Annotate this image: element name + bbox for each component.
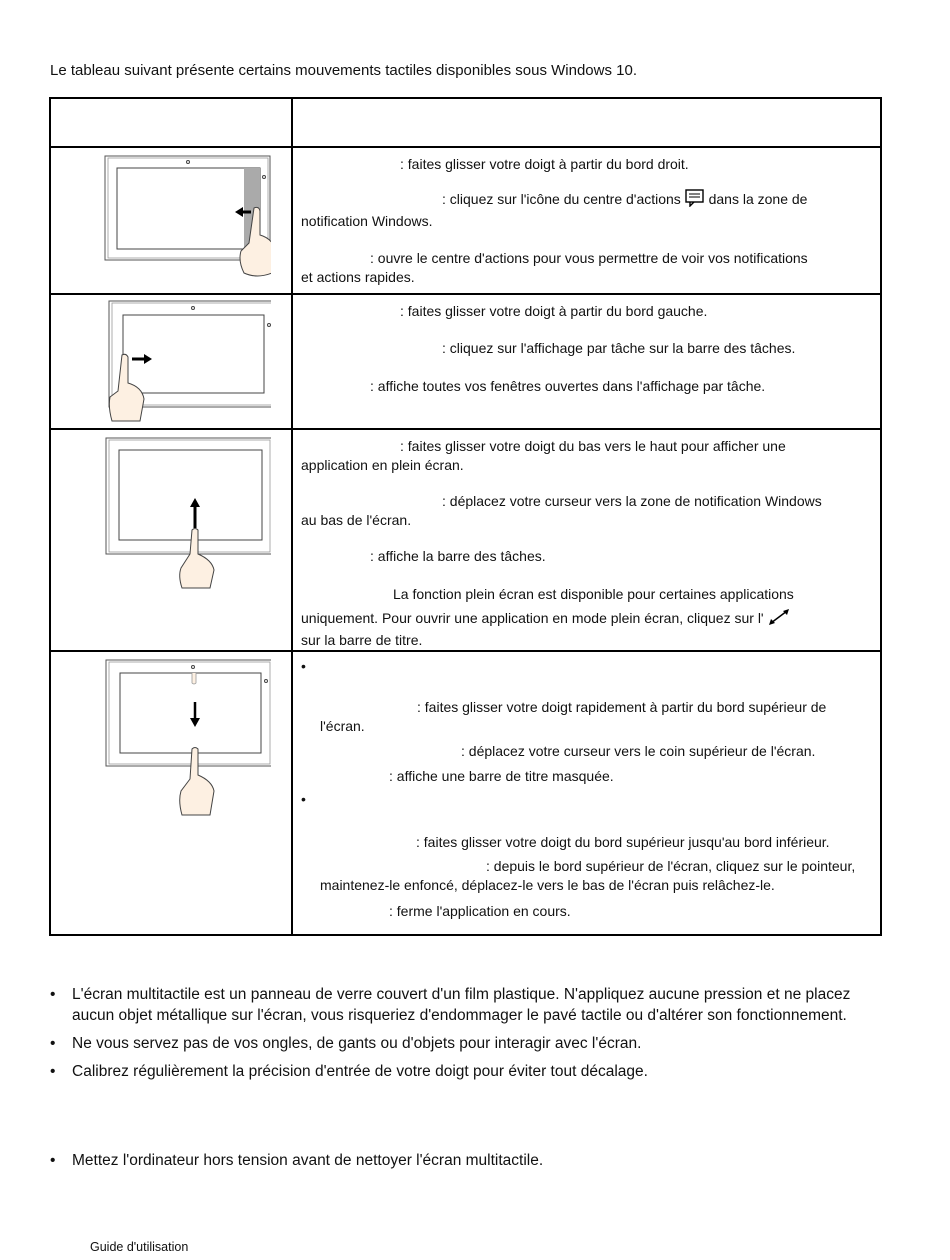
mouse-instruction: : depuis le bord supérieur de l'écran, cliquez sur le pointeur, (486, 858, 856, 874)
list-item: • Mettez l'ordinateur hors tension avant de nettoyer l'écran multitactile. (50, 1150, 880, 1171)
mouse-instruction-cont: maintenez-le enfoncé, déplacez-le vers le bas de l'écran puis relâchez-le. (320, 877, 775, 893)
tablet-swipe-up-illustration (71, 430, 271, 590)
tablet-swipe-right-edge-illustration (71, 148, 271, 288)
gesture-table (49, 97, 882, 936)
header-cell-description (292, 98, 881, 147)
gesture-illustration-cell (50, 294, 292, 429)
gesture-description-cell (292, 147, 881, 294)
list-item: • Calibrez régulièrement la précision d'entrée de votre doigt pour éviter tout décalage. (50, 1061, 880, 1082)
touch-instruction: : faites glisser votre doigt du bord supérieur jusqu'au bord inférieur. (416, 834, 830, 850)
touch-screen-notes (50, 984, 880, 1089)
tablet-swipe-down-illustration (71, 652, 271, 822)
tablet-swipe-left-edge-illustration (71, 295, 271, 425)
function-description: : ferme l'application en cours. (389, 903, 571, 919)
touch-instruction: : faites glisser votre doigt rapidement à partir du bord supérieur de (417, 699, 827, 715)
page-footer: Guide d'utilisation (90, 1240, 189, 1254)
function-description-cont: et actions rapides. (301, 269, 415, 285)
intro-text: Le tableau suivant présente certains mouvements tactiles disponibles sous Windows 10. (50, 62, 637, 79)
mouse-instruction: : cliquez sur l'affichage par tâche sur la barre des tâches. (442, 340, 796, 356)
function-description: : ouvre le centre d'actions pour vous permettre de voir vos notifications (370, 250, 808, 266)
header-cell-image (50, 98, 292, 147)
note-text: La fonction plein écran est disponible pour certaines applications (393, 586, 794, 602)
touch-instruction-cont: application en plein écran. (301, 457, 464, 473)
mouse-instruction (293, 174, 880, 212)
mouse-instruction-cont: notification Windows. (301, 213, 433, 229)
mouse-instruction: : déplacez votre curseur vers la zone de notification Windows (442, 493, 822, 509)
list-item: • L'écran multitactile est un panneau de verre couvert d'un film plastique. N'appliquez aucune pression et ne placez aucun objet métallique sur l'écran, vous risqueriez d'endommager le pavé tactile ou d'altérer son fonctionnement. (50, 984, 880, 1026)
table-row (50, 429, 881, 651)
mouse-instruction-text: : cliquez sur l'icône du centre d'actions (442, 191, 681, 207)
gesture-illustration-cell (50, 429, 292, 651)
gesture-illustration-cell (50, 147, 292, 294)
note-text-b: uniquement. Pour ouvrir une application en mode plein écran, cliquez sur l' (301, 610, 764, 626)
gesture-description-cell (292, 294, 881, 429)
gesture-illustration-cell (50, 651, 292, 935)
table-header-row (50, 98, 881, 147)
list-item: • Ne vous servez pas de vos ongles, de gants ou d'objets pour interagir avec l'écran. (50, 1033, 880, 1054)
mouse-instruction-cont: au bas de l'écran. (301, 512, 412, 528)
touch-instruction: : faites glisser votre doigt à partir du bord gauche. (400, 303, 708, 319)
mouse-instruction-text-b: dans la zone de (708, 191, 808, 207)
cleaning-instructions (50, 1150, 880, 1171)
function-description: : affiche la barre des tâches. (370, 548, 546, 564)
gesture-description-cell (292, 429, 881, 651)
table-row (50, 147, 881, 294)
mouse-instruction: : déplacez votre curseur vers le coin supérieur de l'écran. (461, 743, 816, 759)
action-center-icon (685, 189, 705, 212)
function-description: : affiche une barre de titre masquée. (389, 768, 614, 784)
touch-instruction-cont: l'écran. (320, 718, 365, 734)
table-row (50, 651, 881, 935)
note-text-c: sur la barre de titre. (301, 632, 423, 648)
gesture-description-cell (292, 651, 881, 935)
bullet-dot: • (301, 658, 306, 674)
fullscreen-arrow-icon (768, 608, 790, 631)
touch-instruction: : faites glisser votre doigt à partir du bord droit. (400, 156, 689, 172)
bullet-dot: • (301, 791, 306, 807)
touch-instruction: : faites glisser votre doigt du bas vers le haut pour afficher une (400, 438, 786, 454)
table-row (50, 294, 881, 429)
note-text-cont (293, 604, 880, 631)
function-description: : affiche toutes vos fenêtres ouvertes dans l'affichage par tâche. (370, 378, 766, 394)
